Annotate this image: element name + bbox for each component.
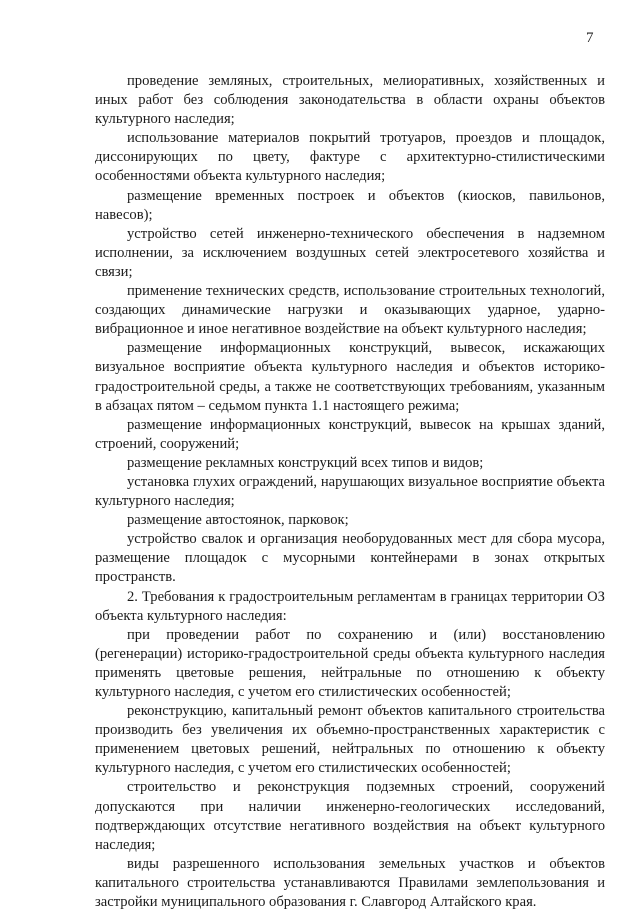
- paragraph: реконструкцию, капитальный ремонт объектов капитального строительства производить без увеличения их объемно-пространственных характеристик с применением цветовых решений, нейтральных по отношению к объекту культурного наследия, с учетом его стилистических особенностей;: [95, 703, 605, 777]
- paragraph: устройство свалок и организация необорудованных мест для сбора мусора, размещение площадок с мусорными контейнерами в зонах открытых пространств.: [95, 531, 605, 586]
- paragraph: размещение информационных конструкций, вывесок на крышах зданий, строений, сооружений;: [95, 416, 605, 452]
- page-number: 7: [586, 30, 594, 46]
- document-body: [95, 72, 605, 912]
- paragraph: размещение временных построек и объектов (киосков, павильонов, навесов);: [95, 187, 605, 223]
- paragraph: размещение информационных конструкций, вывесок, искажающих визуальное восприятие объекта культурного наследия и объектов историко-градостроительной среды, а также не соответствующих требованиям, указанным в абзацах пятом – седьмом пункта 1.1 настоящего режима;: [95, 340, 605, 414]
- paragraph: размещение рекламных конструкций всех типов и видов;: [127, 454, 484, 471]
- paragraph: виды разрешенного использования земельных участков и объектов капитального строительства устанавливаются Правилами землепользования и застройки муниципального образования г. Славгород Алтайского края.: [95, 855, 605, 911]
- section-heading-paragraph: 2. Требования к градостроительным регламентам в границах территории ОЗ объекта культурного наследия:: [95, 588, 605, 624]
- paragraph: при проведении работ по сохранению и (или) восстановлению (регенерации) историко-градостроительной среды объекта культурного наследия применять цветовые решения, нейтральные по отношению к объекту культурного наследия, с учетом его стилистических особенностей;: [95, 626, 605, 700]
- paragraph: установка глухих ограждений, нарушающих визуальное восприятие объекта культурного наследия;: [95, 473, 605, 510]
- paragraph: строительство и реконструкция подземных строений, сооружений допускаются при наличии инженерно-геологических исследований, подтверждающих отсутствие негативного воздействия на объект культурного наследия;: [95, 779, 605, 853]
- paragraph: проведение земляных, строительных, мелиоративных, хозяйственных и иных работ без соблюдения законодательства в области охраны объектов культурного наследия;: [95, 73, 605, 128]
- paragraph: использование материалов покрытий тротуаров, проездов и площадок, диссонирующих по цвету, фактуре с архитектурно-стилистическими особенностями объекта культурного наследия;: [95, 130, 605, 185]
- paragraph: применение технических средств, использование строительных технологий, создающих динамические нагрузки и оказывающих ударное, ударно-вибрационное и иное негативное воздействие на объект культурного наследия;: [95, 283, 605, 338]
- paragraph: размещение автостоянок, парковок;: [127, 512, 349, 529]
- paragraph: устройство сетей инженерно-технического обеспечения в надземном исполнении, за исключением воздушных сетей электросетевого хозяйства и связи;: [95, 225, 605, 280]
